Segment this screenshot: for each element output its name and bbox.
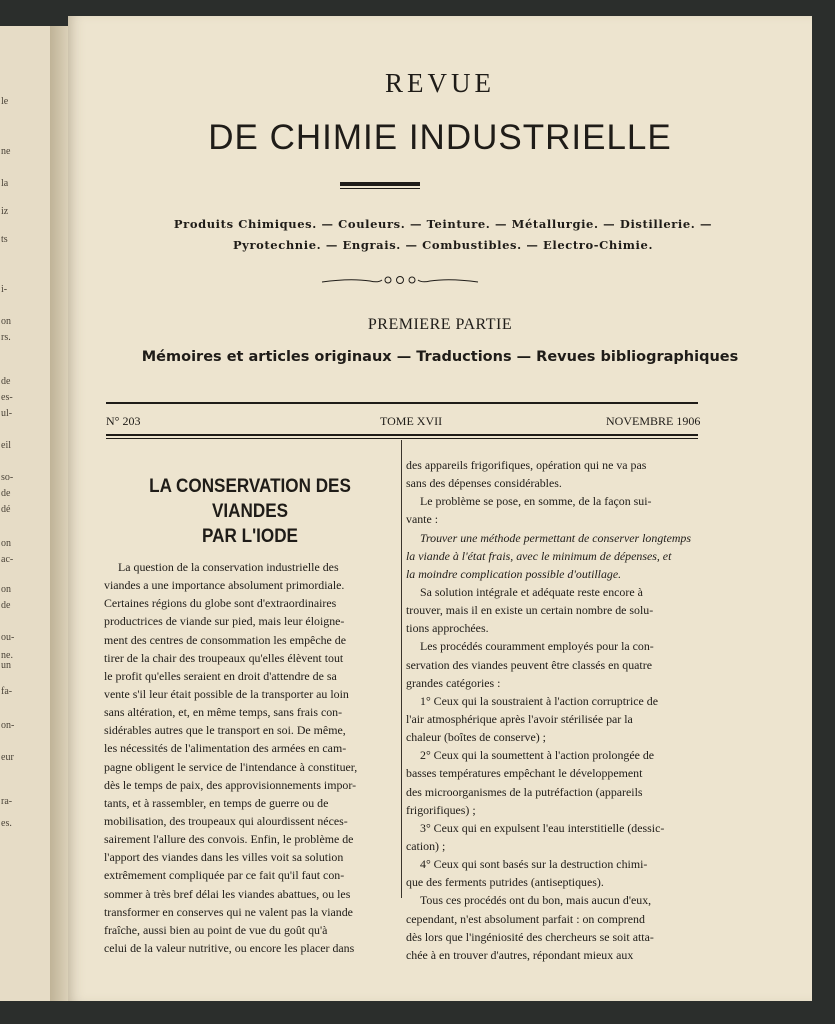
text-line: sans des dépenses considérables. — [406, 476, 562, 491]
edge-fragment: i- — [1, 284, 8, 295]
text-line: tions approchées. — [406, 621, 489, 636]
edge-fragment: eur — [1, 752, 14, 763]
edge-fragment: on- — [1, 720, 15, 731]
text-line: Sa solution intégrale et adéquate reste encore à — [420, 584, 643, 599]
edge-fragment: on — [1, 538, 11, 549]
text-line: le profit qu'elles seraient en droit d'attendre de sa — [104, 668, 337, 683]
edge-fragment: ne. — [1, 650, 13, 661]
issue-tome: TOME XVII — [380, 414, 443, 428]
text-line: servation des viandes peuvent être classés en quatre — [406, 657, 652, 672]
text-line: 3° Ceux qui en expulsent l'eau interstitielle (dessic- — [420, 820, 665, 835]
text-line: ment des centres de consommation les empêche de — [104, 632, 347, 647]
text-line: fraîche, aussi bien au point de vue du goût qu'à — [104, 922, 328, 937]
edge-fragment: es- — [1, 392, 13, 403]
edge-fragment: ne — [1, 146, 11, 157]
column-separator — [401, 440, 402, 898]
title-rule-thin — [340, 188, 420, 189]
text-line: l'apport des viandes dans les villes voit sa solution — [104, 850, 344, 865]
text-line: frigorifiques) ; — [406, 802, 476, 817]
article-title-line-2: PAR L'IODE — [202, 526, 298, 547]
text-line: l'air atmosphérique après l'avoir stérilisée par la — [406, 711, 633, 726]
text-line: productrices de viande sur pied, mais leur éloigne- — [104, 614, 345, 629]
text-line: cation) ; — [406, 838, 446, 853]
edge-fragment: dé — [1, 504, 11, 515]
edge-fragment: de — [1, 600, 11, 611]
edge-fragment: es. — [1, 818, 12, 829]
ornament-divider — [320, 274, 480, 288]
text-line: Tous ces procédés ont du bon, mais aucun d'eux, — [420, 893, 652, 908]
article-right-column — [406, 456, 700, 964]
journal-page — [68, 16, 812, 1001]
edge-fragment: ac- — [1, 554, 14, 565]
text-line: viandes a une importance absolument primordiale. — [104, 578, 345, 593]
issue-date: NOVEMBRE 1906 — [606, 414, 701, 428]
header-rule-bottom — [106, 434, 698, 436]
text-line: des appareils frigorifiques, opération qui ne va pas — [406, 458, 647, 472]
article-title-line-1: LA CONSERVATION DES VIANDES — [149, 476, 351, 522]
text-line: tirer de la chair des troupeaux qu'elles élèvent tout — [104, 650, 344, 665]
edge-fragment: le — [1, 96, 9, 107]
article-title — [119, 474, 382, 549]
text-line: les nécessités de l'alimentation des armées en cam- — [104, 741, 347, 756]
text-line: tants, et à rassembler, en temps de guerre ou de — [104, 795, 329, 810]
edge-fragment: iz — [1, 206, 9, 217]
text-line: dès le temps de paix, des approvisionnements impor- — [104, 777, 357, 792]
issue-number: N° 203 — [106, 414, 141, 428]
title-rule — [340, 182, 420, 186]
edge-fragment: eil — [1, 440, 11, 451]
text-line: Certaines régions du globe sont d'extraordinaires — [104, 596, 337, 611]
edge-fragment: un — [1, 660, 11, 671]
text-line: vente s'il leur était possible de la transporter au loin — [104, 686, 349, 701]
text-line: cependant, n'est absolument parfait : on comprend — [406, 911, 645, 926]
text-line: 1° Ceux qui la soustraient à l'action corruptrice de — [420, 693, 659, 708]
edge-fragment: ra- — [1, 796, 13, 807]
text-line: Le problème se pose, en somme, de la façon sui- — [420, 494, 652, 509]
section-subtitle: Mémoires et articles originaux — Traductions — Revues bibliographiques — [141, 349, 739, 365]
edge-fragment: so- — [1, 472, 14, 483]
text-line: 2° Ceux qui la soumettent à l'action prolongée de — [420, 748, 655, 763]
text-line: sans altération, et, en même temps, sans frais con- — [104, 705, 343, 720]
text-line: grandes catégories : — [406, 675, 501, 690]
text-line: 4° Ceux qui sont basés sur la destruction chimi- — [420, 857, 648, 872]
edge-fragment: la — [1, 178, 9, 189]
text-line: dès lors que l'ingéniosité des chercheurs se soit atta- — [406, 929, 654, 944]
text-line: La question de la conservation industrielle des — [118, 560, 339, 574]
section-partie: PREMIERE PARTIE — [367, 316, 513, 333]
text-line: mobilisation, des troupeaux qui alourdissent néces- — [104, 813, 348, 828]
text-line: basses températures empêchant le développement — [406, 766, 643, 781]
text-line: trouver, mais il en existe un certain nombre de solu- — [406, 603, 654, 618]
text-line: chée à en trouver d'autres, répondant mieux aux — [406, 947, 634, 962]
text-line: que des ferments putrides (antiseptiques). — [406, 875, 604, 890]
text-line: la moindre complication possible d'outillage. — [406, 566, 622, 581]
text-line: des microorganismes de la putréfaction (appareils — [406, 784, 643, 799]
edge-fragment: rs. — [1, 332, 11, 343]
text-line: sommer à très bref délai les viandes abattues, ou les — [104, 886, 351, 901]
edge-fragment: fa- — [1, 686, 13, 697]
text-line: pagne obligent le service de l'intendance à constituer, — [104, 759, 358, 774]
edge-fragment: on — [1, 584, 11, 595]
text-line: chaleur (boîtes de conserve) ; — [406, 730, 546, 745]
topics-line-2: Pyrotechnie. — Engrais. — Combustibles. — Electro-Chimie. — [232, 238, 654, 252]
text-line: Trouver une méthode permettant de conserver longtemps — [420, 530, 692, 545]
masthead-title: DE CHIMIE INDUSTRIELLE — [208, 118, 672, 157]
topics-line-1: Produits Chimiques. — Couleurs. — Teinture. — Métallurgie. — Distillerie. — — [173, 217, 713, 231]
text-line: la viande à l'état frais, avec le minimum de dépenses, et — [406, 548, 672, 563]
masthead-revue: REVUE — [385, 68, 495, 98]
text-line: extrêmement compliquée par ce fait qu'il faut con- — [104, 868, 345, 883]
header-rule-bottom-thin — [106, 438, 698, 439]
text-line: vante : — [406, 512, 439, 527]
edge-fragment: ul- — [1, 408, 13, 419]
article-left-column — [104, 558, 394, 957]
text-line: sairement l'allure des convois. Enfin, le problème de — [104, 832, 354, 847]
edge-fragment: de — [1, 488, 11, 499]
edge-fragment: ts — [1, 234, 8, 245]
text-line: celui de la valeur nutritive, ou encore les placer dans — [104, 940, 355, 955]
text-line: transformer en conserves qui ne valent pas la viande — [104, 904, 353, 919]
edge-fragment: on — [1, 316, 11, 327]
text-line: sidérables autres que le transport en soi. De même, — [104, 723, 346, 738]
header-rule-top — [106, 402, 698, 404]
edge-fragment: de — [1, 376, 11, 387]
edge-fragment: ou- — [1, 632, 15, 643]
text-line: Les procédés couramment employés pour la con- — [420, 639, 654, 654]
